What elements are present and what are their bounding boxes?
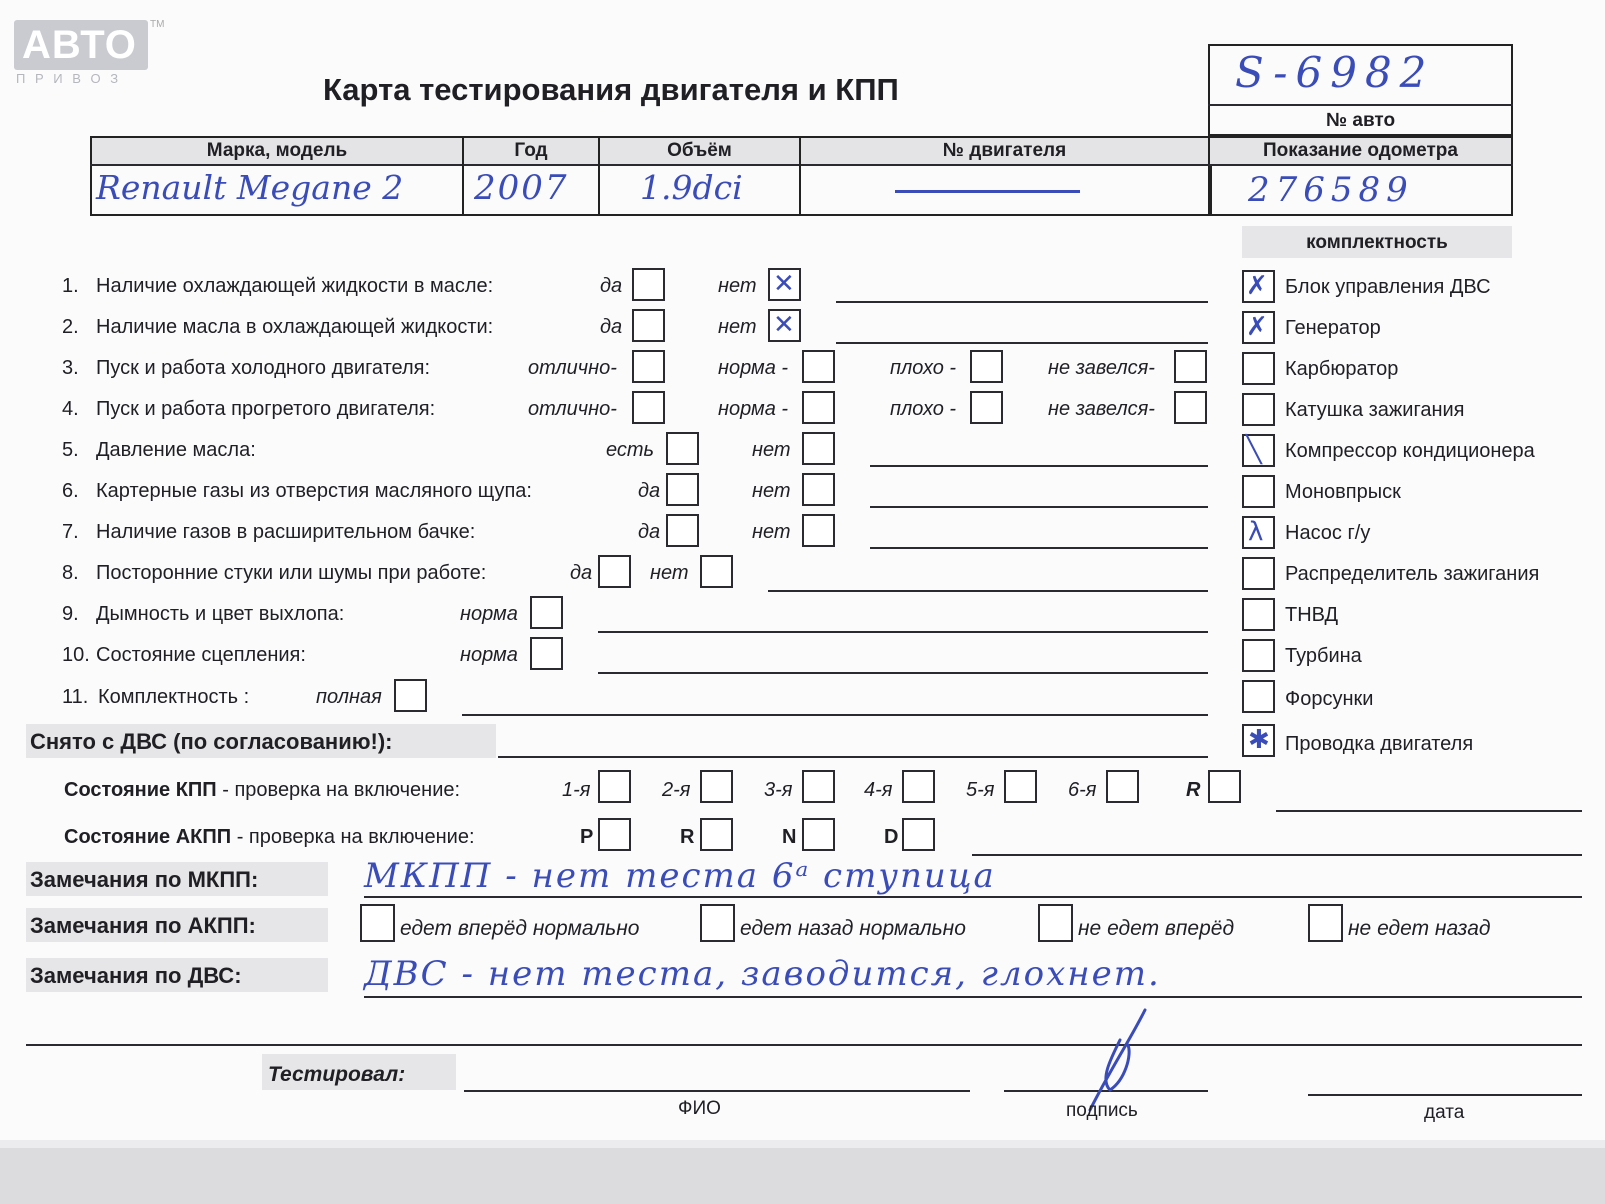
akpp-label-rest: - проверка на включение: bbox=[231, 826, 475, 848]
engine-number-dash bbox=[895, 190, 1080, 193]
model-value: Renault Megane 2 bbox=[96, 168, 404, 207]
item-1-opt-net: нет bbox=[718, 275, 757, 297]
komplekt-label-injectors: Форсунки bbox=[1285, 688, 1374, 710]
item-9-line bbox=[598, 631, 1208, 633]
item-8-line bbox=[768, 590, 1208, 592]
dvs-remarks-label: Замечания по ДВС: bbox=[30, 963, 242, 988]
item-5-opt-yes: есть bbox=[606, 439, 655, 461]
akpp-mode-p: P bbox=[580, 826, 594, 848]
kpp-gear-6: 6-я bbox=[1068, 779, 1097, 801]
item-7-opt-yes: да bbox=[638, 521, 661, 543]
col-divider-1 bbox=[462, 136, 464, 216]
komplekt-label-turbine: Турбина bbox=[1285, 645, 1362, 667]
item-4-num: 4. bbox=[62, 398, 79, 420]
item-3-opt-excellent: отлично- bbox=[528, 357, 617, 379]
kpp-gear-3: 3-я bbox=[764, 779, 793, 801]
akpp-checkbox-p[interactable] bbox=[598, 818, 631, 851]
item-7-label: Наличие газов в расширительном бачке: bbox=[96, 521, 476, 543]
item-10-opt-normal: норма bbox=[460, 644, 518, 666]
item-4-checkbox-normal[interactable] bbox=[802, 391, 835, 424]
kpp-gear-4: 4-я bbox=[864, 779, 893, 801]
item-7-num: 7. bbox=[62, 521, 79, 543]
item-1-check-mark: ✕ bbox=[773, 269, 795, 299]
item-4-opt-not-started: не завелся- bbox=[1048, 398, 1155, 420]
col-header-engine-number: № двигателя bbox=[801, 138, 1208, 164]
kpp-label-bold: Состояние КПП bbox=[64, 779, 217, 801]
item-8-checkbox-no[interactable] bbox=[700, 555, 733, 588]
removed-line bbox=[498, 756, 1208, 758]
item-5-opt-no: нет bbox=[752, 439, 791, 461]
komplekt-power-steering-pump-check-mark: λ bbox=[1248, 517, 1264, 547]
date-caption: дата bbox=[1424, 1102, 1465, 1123]
fio-line bbox=[464, 1090, 970, 1092]
dvs-remarks-text: ДВС - нет теста, заводится, глохнет. bbox=[364, 954, 1161, 994]
col-divider-3 bbox=[799, 136, 801, 216]
item-5-label: Давление масла: bbox=[96, 439, 256, 461]
item-1-opt-da: да bbox=[600, 275, 623, 297]
kpp-label bbox=[64, 779, 460, 801]
komplekt-title: комплектность bbox=[1306, 232, 1448, 253]
komplekt-label-power-steering-pump: Насос г/у bbox=[1285, 522, 1371, 544]
item-5-line bbox=[870, 465, 1208, 467]
item-10-checkbox-normal[interactable] bbox=[530, 637, 563, 670]
akpp-mode-d: D bbox=[884, 826, 899, 848]
item-5-num: 5. bbox=[62, 439, 79, 461]
kpp-line bbox=[1276, 810, 1582, 812]
item-8-opt-no: нет bbox=[650, 562, 689, 584]
auto-number-label: № авто bbox=[1325, 110, 1396, 131]
item-3-checkbox-excellent[interactable] bbox=[632, 350, 665, 383]
item-6-opt-no: нет bbox=[752, 480, 791, 502]
kpp-checkbox-gear-3[interactable] bbox=[802, 770, 835, 803]
logo-text: АВТО bbox=[22, 23, 137, 67]
item-10-num: 10. bbox=[62, 644, 90, 666]
mkpp-remarks-label: Замечания по МКПП: bbox=[30, 867, 259, 892]
akpp-checkbox-d[interactable] bbox=[902, 818, 935, 851]
item-2-line bbox=[836, 342, 1208, 344]
col-header-model: Марка, модель bbox=[92, 138, 462, 164]
akpp-remarks-checkbox-no-backward[interactable] bbox=[1308, 904, 1343, 942]
kpp-checkbox-gear-1[interactable] bbox=[598, 770, 631, 803]
item-8-checkbox-yes[interactable] bbox=[598, 555, 631, 588]
item-3-checkbox-normal[interactable] bbox=[802, 350, 835, 383]
item-8-num: 8. bbox=[62, 562, 79, 584]
akpp-remarks-backward-ok: едет назад нормально bbox=[740, 917, 966, 940]
komplekt-checkbox-turbine[interactable] bbox=[1242, 639, 1275, 672]
komplekt-checkbox-distributor[interactable] bbox=[1242, 557, 1275, 590]
kpp-gear-2: 2-я bbox=[662, 779, 691, 801]
kpp-gear-5: 5-я bbox=[966, 779, 995, 801]
item-10-line bbox=[598, 672, 1208, 674]
komplekt-generator-check-mark: ✗ bbox=[1246, 312, 1268, 342]
item-4-opt-bad: плохо - bbox=[890, 398, 957, 420]
item-2-checkbox-da[interactable] bbox=[632, 309, 665, 342]
mkpp-remarks-line bbox=[364, 896, 1582, 898]
komplekt-label-tnvd: ТНВД bbox=[1285, 604, 1339, 626]
item-3-opt-bad: плохо - bbox=[890, 357, 957, 379]
odometer-value: 276589 bbox=[1248, 170, 1414, 210]
komplekt-checkbox-tnvd[interactable] bbox=[1242, 598, 1275, 631]
akpp-remarks-checkbox-forward-ok[interactable] bbox=[360, 904, 395, 942]
item-6-line bbox=[870, 506, 1208, 508]
item-1-label: Наличие охлаждающей жидкости в масле: bbox=[96, 275, 494, 297]
komplekt-checkbox-monoinjection[interactable] bbox=[1242, 475, 1275, 508]
mkpp-remarks-text: МКПП - нет теста 6ᵃ ступица bbox=[364, 856, 996, 896]
item-2-opt-net: нет bbox=[718, 316, 757, 338]
item-8-label: Посторонние стуки или шумы при работе: bbox=[96, 562, 487, 584]
auto-number-value: S-6982 bbox=[1235, 48, 1435, 97]
item-7-checkbox-yes[interactable] bbox=[666, 514, 699, 547]
komplekt-label-generator: Генератор bbox=[1285, 317, 1381, 339]
item-6-checkbox-no[interactable] bbox=[802, 473, 835, 506]
kpp-checkbox-gear-5[interactable] bbox=[1004, 770, 1037, 803]
komplekt-engine-wiring-check-mark: ✱ bbox=[1248, 725, 1270, 755]
komplekt-label-engine-wiring: Проводка двигателя bbox=[1285, 733, 1474, 755]
akpp-mode-r: R bbox=[680, 826, 695, 848]
akpp-label bbox=[64, 826, 475, 848]
item-3-num: 3. bbox=[62, 357, 79, 379]
komplekt-label-monoinjection: Моновпрыск bbox=[1285, 481, 1401, 503]
logo-subtext: П Р И В О З bbox=[16, 71, 122, 86]
item-7-line bbox=[870, 547, 1208, 549]
logo-tm: TM bbox=[150, 19, 165, 30]
akpp-checkbox-r[interactable] bbox=[700, 818, 733, 851]
item-2-num: 2. bbox=[62, 316, 79, 338]
item-3-opt-normal: норма - bbox=[718, 357, 789, 379]
komplekt-label-carburetor: Карбюратор bbox=[1285, 358, 1399, 380]
item-4-checkbox-excellent[interactable] bbox=[632, 391, 665, 424]
item-9-num: 9. bbox=[62, 603, 79, 625]
item-4-opt-excellent: отлично- bbox=[528, 398, 617, 420]
item-9-opt-normal: норма bbox=[460, 603, 518, 625]
komplekt-checkbox-ignition-coil[interactable] bbox=[1242, 393, 1275, 426]
kpp-label-rest: - проверка на включение: bbox=[216, 779, 461, 801]
item-3-checkbox-bad[interactable] bbox=[970, 350, 1003, 383]
item-6-label: Картерные газы из отверстия масляного щупа: bbox=[96, 480, 532, 502]
col-header-volume: Объём bbox=[600, 138, 799, 164]
item-4-opt-normal: норма - bbox=[718, 398, 789, 420]
komplekt-ac-compressor-check-mark: ╲ bbox=[1246, 435, 1262, 465]
col-header-odometer: Показание одометра bbox=[1210, 138, 1511, 164]
item-7-opt-no: нет bbox=[752, 521, 791, 543]
page-title: Карта тестирования двигателя и КПП bbox=[323, 72, 899, 107]
col-header-year: Год bbox=[464, 138, 598, 164]
col-divider-2 bbox=[598, 136, 600, 216]
akpp-remarks-checkbox-backward-ok[interactable] bbox=[700, 904, 735, 942]
kpp-gear-r: R bbox=[1186, 779, 1201, 801]
item-3-label: Пуск и работа холодного двигателя: bbox=[96, 357, 431, 379]
item-6-num: 6. bbox=[62, 480, 79, 502]
year-value: 2007 bbox=[474, 168, 569, 208]
item-4-checkbox-not-started[interactable] bbox=[1174, 391, 1207, 424]
item-4-label: Пуск и работа прогретого двигателя: bbox=[96, 398, 436, 420]
item-11-checkbox-full[interactable] bbox=[394, 679, 427, 712]
akpp-label-bold: Состояние АКПП bbox=[64, 826, 232, 848]
komplekt-checkbox-carburetor[interactable] bbox=[1242, 352, 1275, 385]
item-2-check-mark: ✕ bbox=[773, 310, 795, 340]
fio-caption: ФИО bbox=[678, 1098, 721, 1119]
kpp-checkbox-gear-r[interactable] bbox=[1208, 770, 1241, 803]
akpp-line bbox=[972, 854, 1582, 856]
akpp-remarks-no-forward: не едет вперёд bbox=[1078, 917, 1235, 940]
item-3-checkbox-not-started[interactable] bbox=[1174, 350, 1207, 383]
komplekt-label-ecu: Блок управления ДВС bbox=[1285, 276, 1491, 298]
komplekt-checkbox-injectors[interactable] bbox=[1242, 680, 1275, 713]
item-1-checkbox-da[interactable] bbox=[632, 268, 665, 301]
akpp-remarks-forward-ok: едет вперёд нормально bbox=[400, 917, 640, 940]
item-2-label: Наличие масла в охлаждающей жидкости: bbox=[96, 316, 494, 338]
akpp-remarks-label: Замечания по АКПП: bbox=[30, 913, 256, 938]
dvs-remarks-line-2 bbox=[26, 1044, 1582, 1046]
item-9-label: Дымность и цвет выхлопа: bbox=[96, 603, 345, 625]
item-1-line bbox=[836, 301, 1208, 303]
akpp-remarks-no-backward: не едет назад bbox=[1348, 917, 1491, 940]
item-8-opt-yes: да bbox=[570, 562, 593, 584]
auto-number-divider bbox=[1208, 104, 1513, 106]
akpp-mode-n: N bbox=[782, 826, 797, 848]
signature-caption: подпись bbox=[1066, 1100, 1138, 1121]
item-11-line bbox=[462, 714, 1208, 716]
item-7-checkbox-no[interactable] bbox=[802, 514, 835, 547]
item-4-checkbox-bad[interactable] bbox=[970, 391, 1003, 424]
item-2-opt-da: да bbox=[600, 316, 623, 338]
komplekt-label-ignition-coil: Катушка зажигания bbox=[1285, 399, 1465, 421]
kpp-checkbox-gear-2[interactable] bbox=[700, 770, 733, 803]
volume-value: 1.9dci bbox=[640, 168, 743, 207]
removed-label: Снято с ДВС (по согласованию!): bbox=[30, 729, 393, 754]
item-6-checkbox-yes[interactable] bbox=[666, 473, 699, 506]
komplekt-ecu-check-mark: ✗ bbox=[1246, 271, 1268, 301]
date-line bbox=[1308, 1094, 1582, 1096]
kpp-gear-1: 1-я bbox=[562, 779, 591, 801]
item-11-label: Комплектность : bbox=[98, 686, 250, 708]
akpp-checkbox-n[interactable] bbox=[802, 818, 835, 851]
akpp-remarks-checkbox-no-forward[interactable] bbox=[1038, 904, 1073, 942]
item-9-checkbox-normal[interactable] bbox=[530, 596, 563, 629]
item-1-num: 1. bbox=[62, 275, 79, 297]
item-10-label: Состояние сцепления: bbox=[96, 644, 306, 666]
item-11-opt-full: полная bbox=[316, 686, 382, 708]
dvs-remarks-line-1 bbox=[364, 996, 1582, 998]
item-6-opt-yes: да bbox=[638, 480, 661, 502]
tested-by-label: Тестировал: bbox=[268, 1063, 406, 1086]
kpp-checkbox-gear-6[interactable] bbox=[1106, 770, 1139, 803]
item-3-opt-not-started: не завелся- bbox=[1048, 357, 1155, 379]
item-5-checkbox-no[interactable] bbox=[802, 432, 835, 465]
kpp-checkbox-gear-4[interactable] bbox=[902, 770, 935, 803]
scan-bottom-margin bbox=[0, 1148, 1605, 1204]
komplekt-label-distributor: Распределитель зажигания bbox=[1285, 563, 1540, 585]
item-11-num: 11. bbox=[62, 686, 89, 708]
komplekt-label-ac-compressor: Компрессор кондиционера bbox=[1285, 440, 1535, 462]
item-5-checkbox-yes[interactable] bbox=[666, 432, 699, 465]
